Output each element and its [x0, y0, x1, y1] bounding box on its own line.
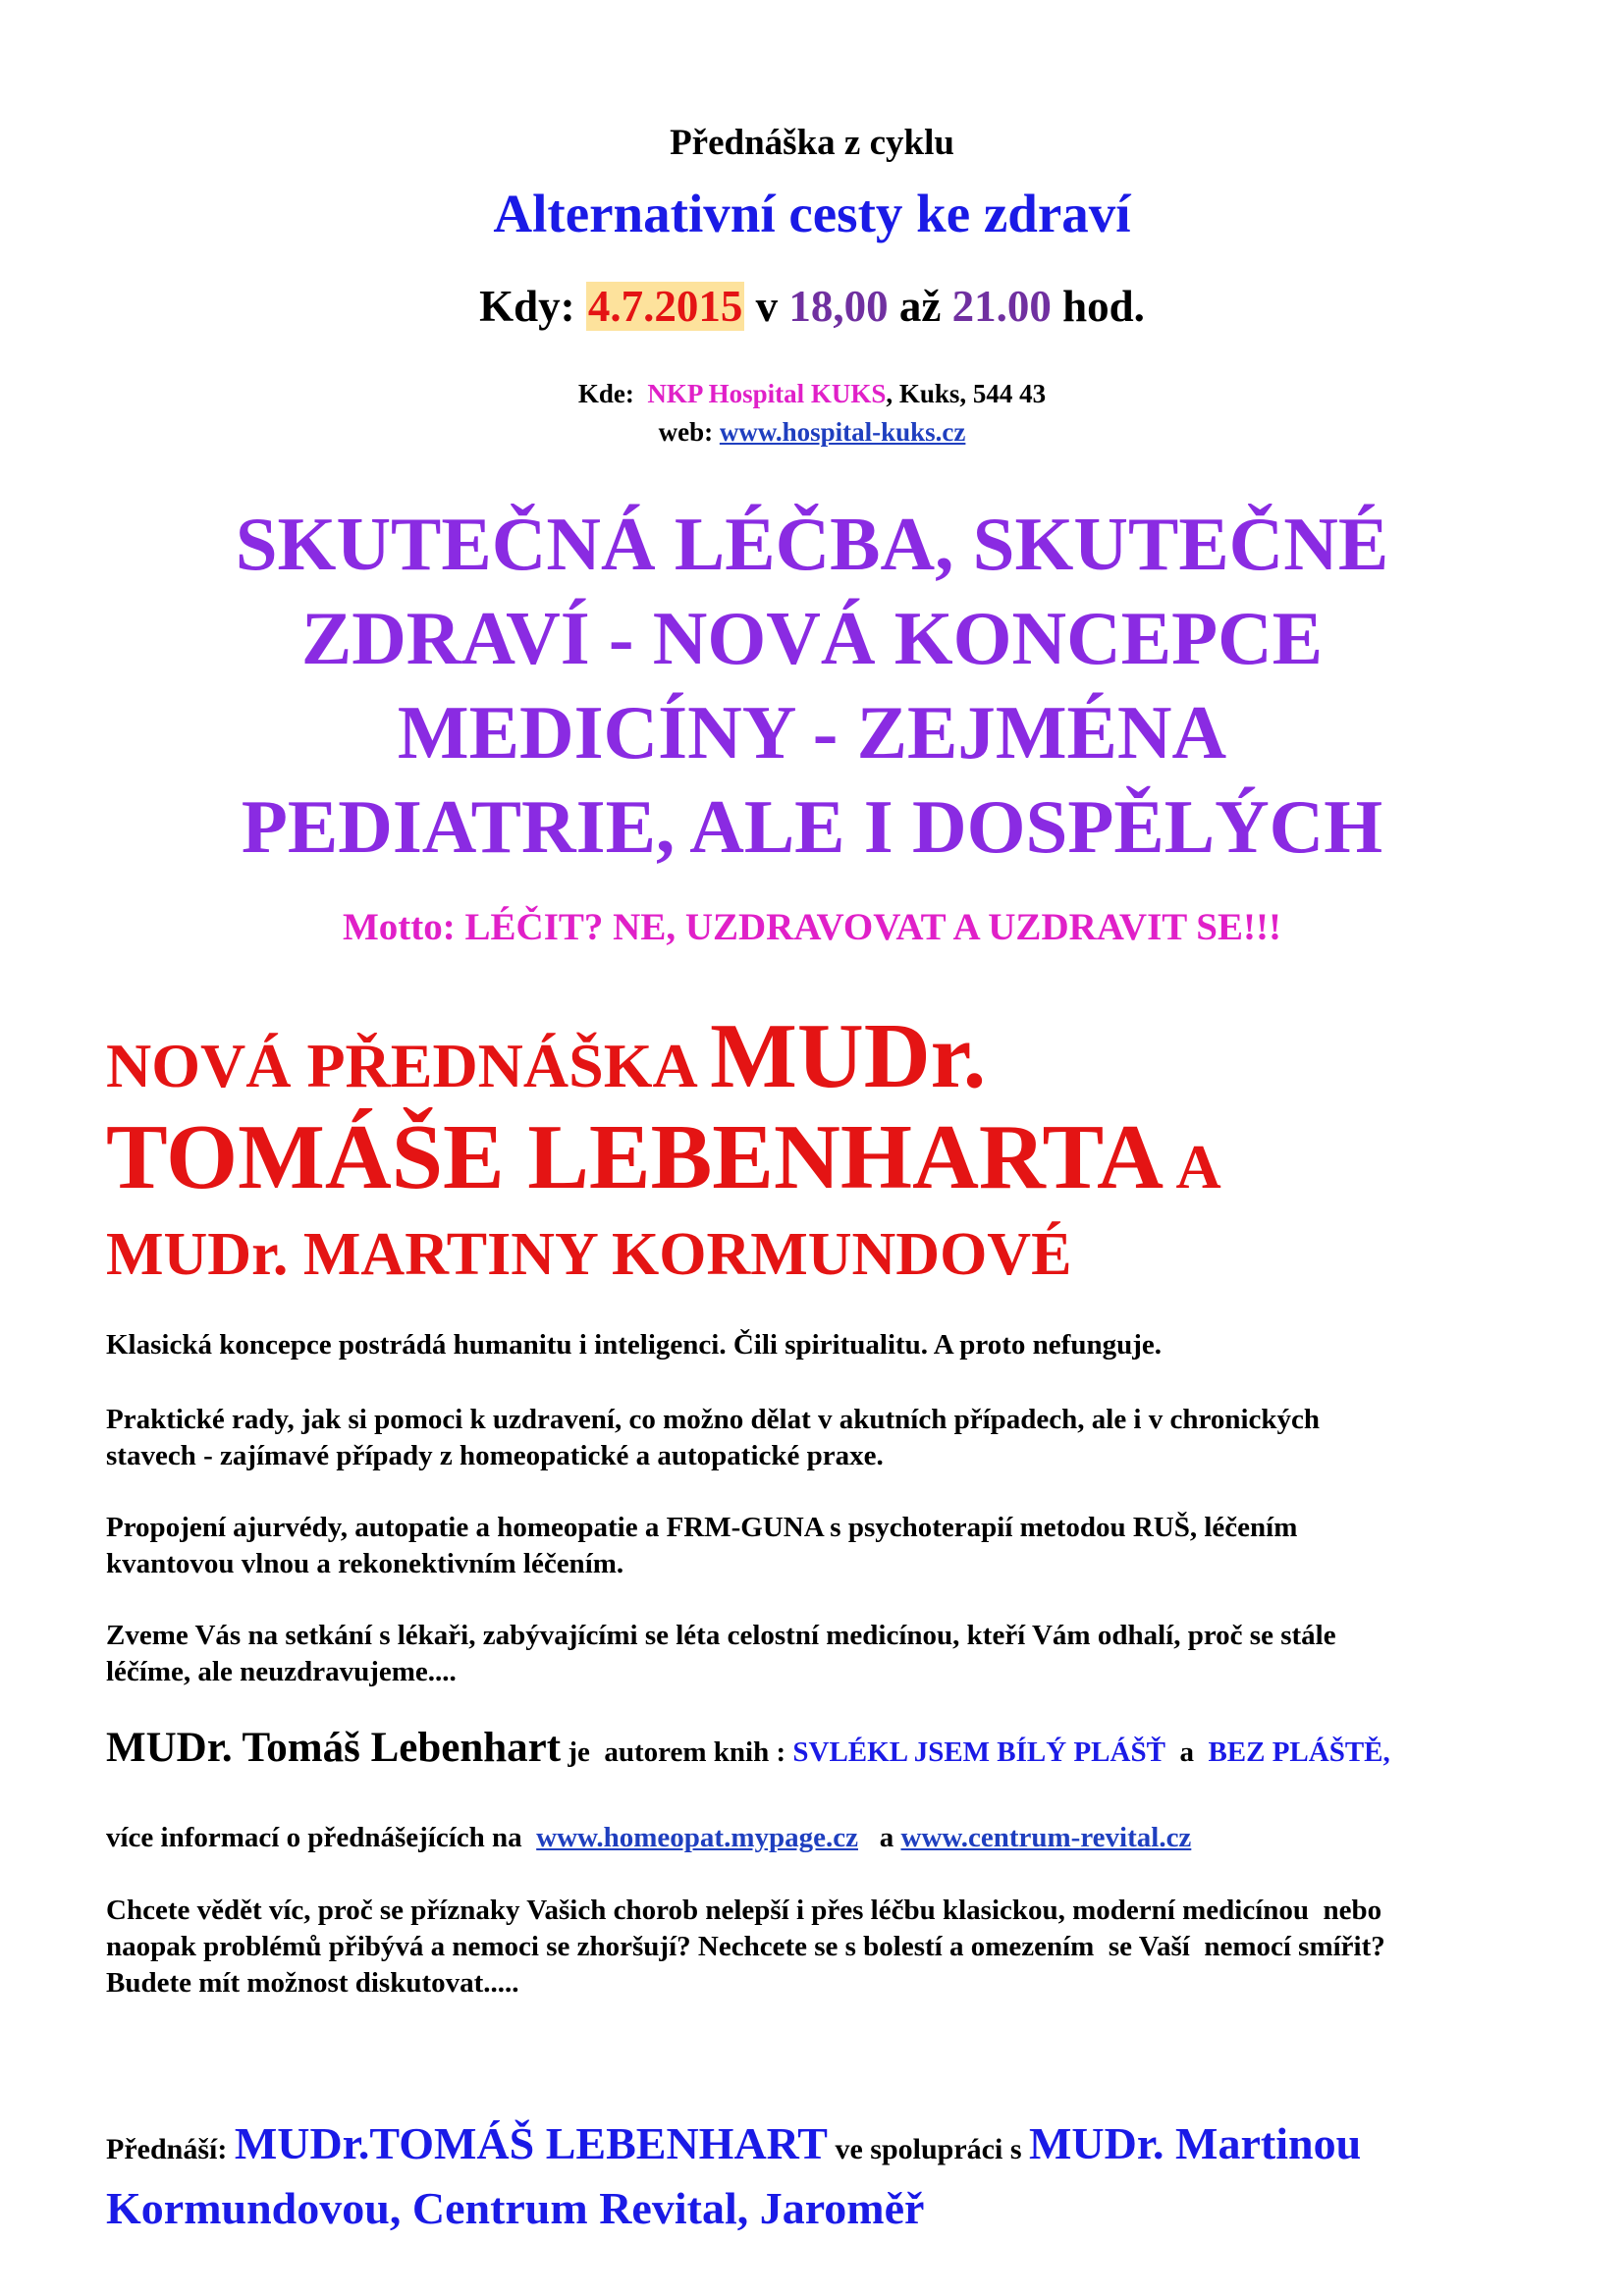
paragraph-4-line-2: léčíme, ale neuzdravujeme.... [106, 1656, 457, 1687]
paragraph-1 [106, 1327, 1540, 1363]
paragraph-4-line-1: Zveme Vás na setkání s lékaři, zabývajícími se léta celostní medicínou, kteří Vám odhalí, proč se stále [106, 1620, 1336, 1651]
presenter-2-affiliation: Kormundovou, Centrum Revital, Jaroměř [106, 2183, 925, 2233]
motto [0, 905, 1624, 949]
time-from: 18,00 [788, 282, 889, 331]
lecture-line-2 [106, 1103, 1579, 1221]
paragraph-3-line-1: Propojení ajurvédy, autopatie a homeopatie a FRM-GUNA s psychoterapií metodou RUŠ, léčením [106, 1512, 1298, 1543]
time-v: v [755, 282, 779, 331]
lecture-speaker-1: TOMÁŠE LEBENHARTA [106, 1106, 1164, 1208]
revital-link[interactable]: www.centrum-revital.cz [900, 1822, 1192, 1853]
web-label: web: [658, 417, 714, 447]
lecture-new: NOVÁ PŘEDNÁŠKA [106, 1031, 711, 1100]
links-and: a [858, 1822, 901, 1853]
time-az: až [898, 282, 942, 331]
paragraph-5-line-3: Budete mít možnost diskutovat..... [106, 1967, 519, 1999]
event-time [0, 281, 1624, 332]
lecture-line-1 [106, 1005, 1579, 1113]
series-prefix-text: Přednáška z cyklu [670, 123, 954, 163]
paragraph-3 [106, 1510, 1540, 1582]
presenter-label: Přednáší: [106, 2133, 228, 2165]
paragraph-2 [106, 1402, 1540, 1474]
author-books-intro: je autorem knih : [561, 1736, 793, 1768]
paragraph-5-line-2: naopak problémů přibývá a nemoci se zhoršují? Nechcete se s bolestí a omezením se Vaší nemocí smířit? [106, 1931, 1385, 1962]
lecture-and: A [1164, 1132, 1221, 1201]
presenter-line-1 [106, 2116, 1598, 2177]
book-title-2: BEZ PLÁŠTĚ, [1208, 1736, 1390, 1768]
lecture-speaker-2: MUDr. MARTINY KORMUNDOVÉ [106, 1221, 1072, 1288]
presenter-line-2 [106, 2181, 1579, 2236]
paragraph-2-line-1: Praktické rady, jak si pomoci k uzdravení, co možno dělat v akutních případech, ale i v chronických [106, 1404, 1321, 1435]
more-info [106, 1820, 1540, 1856]
paragraph-4 [106, 1618, 1540, 1690]
headline-line-1: SKUTEČNÁ LÉČBA, SKUTEČNÉ [235, 502, 1389, 586]
event-web [0, 417, 1624, 448]
event-date: 4.7.2015 [587, 282, 743, 331]
venue-address: , Kuks, 544 43 [886, 379, 1047, 408]
venue-name: NKP Hospital KUKS [647, 379, 887, 408]
where-label: Kde: [577, 379, 634, 408]
homeopat-link[interactable]: www.homeopat.mypage.cz [536, 1822, 858, 1853]
paragraph-2-line-2: stavech - zajímavé případy z homeopatické a autopatické praxe. [106, 1440, 884, 1471]
presenter-1: MUDr.TOMÁŠ LEBENHART [234, 2118, 828, 2168]
time-hod: hod. [1062, 282, 1145, 331]
motto-text: Motto: LÉČIT? NE, UZDRAVOVAT A UZDRAVIT SE!!! [343, 906, 1281, 948]
when-label: Kdy: [479, 282, 575, 331]
book-title-1: SVLÉKL JSEM BÍLÝ PLÁŠŤ [792, 1736, 1165, 1768]
series-prefix [0, 122, 1624, 164]
presenter-2: MUDr. Martinou [1029, 2118, 1362, 2168]
paragraph-5 [106, 1893, 1540, 2002]
author-books [106, 1725, 1618, 1771]
presenter-coop: ve spolupráci s [827, 2133, 1029, 2165]
series-title-text: Alternativní cesty ke zdraví [493, 184, 1131, 243]
time-to: 21.00 [951, 282, 1052, 331]
series-title [0, 183, 1624, 244]
lecture-line-3 [106, 1217, 1579, 1292]
hospital-web-link[interactable]: www.hospital-kuks.cz [719, 417, 966, 447]
book-and: a [1164, 1736, 1209, 1768]
main-headline [0, 497, 1624, 874]
lecture-mudr: MUDr. [710, 1005, 987, 1107]
event-place [0, 379, 1624, 409]
headline-line-4: PEDIATRIE, ALE I DOSPĚLÝCH [241, 784, 1383, 869]
more-info-label: více informací o přednášejících na [106, 1822, 537, 1853]
headline-line-2: ZDRAVÍ - NOVÁ KONCEPCE [300, 596, 1324, 680]
headline-line-3: MEDICÍNY - ZEJMÉNA [397, 690, 1227, 774]
author-name: MUDr. Tomáš Lebenhart [106, 1725, 562, 1771]
paragraph-3-line-2: kvantovou vlnou a rekonektivním léčením. [106, 1548, 624, 1579]
paragraph-1-text: Klasická koncepce postrádá humanitu i inteligenci. Čili spiritualitu. A proto nefunguje. [106, 1329, 1162, 1361]
paragraph-5-line-1: Chcete vědět víc, proč se příznaky Vašich chorob nelepší i přes léčbu klasickou, moderní medicínou nebo [106, 1895, 1382, 1926]
